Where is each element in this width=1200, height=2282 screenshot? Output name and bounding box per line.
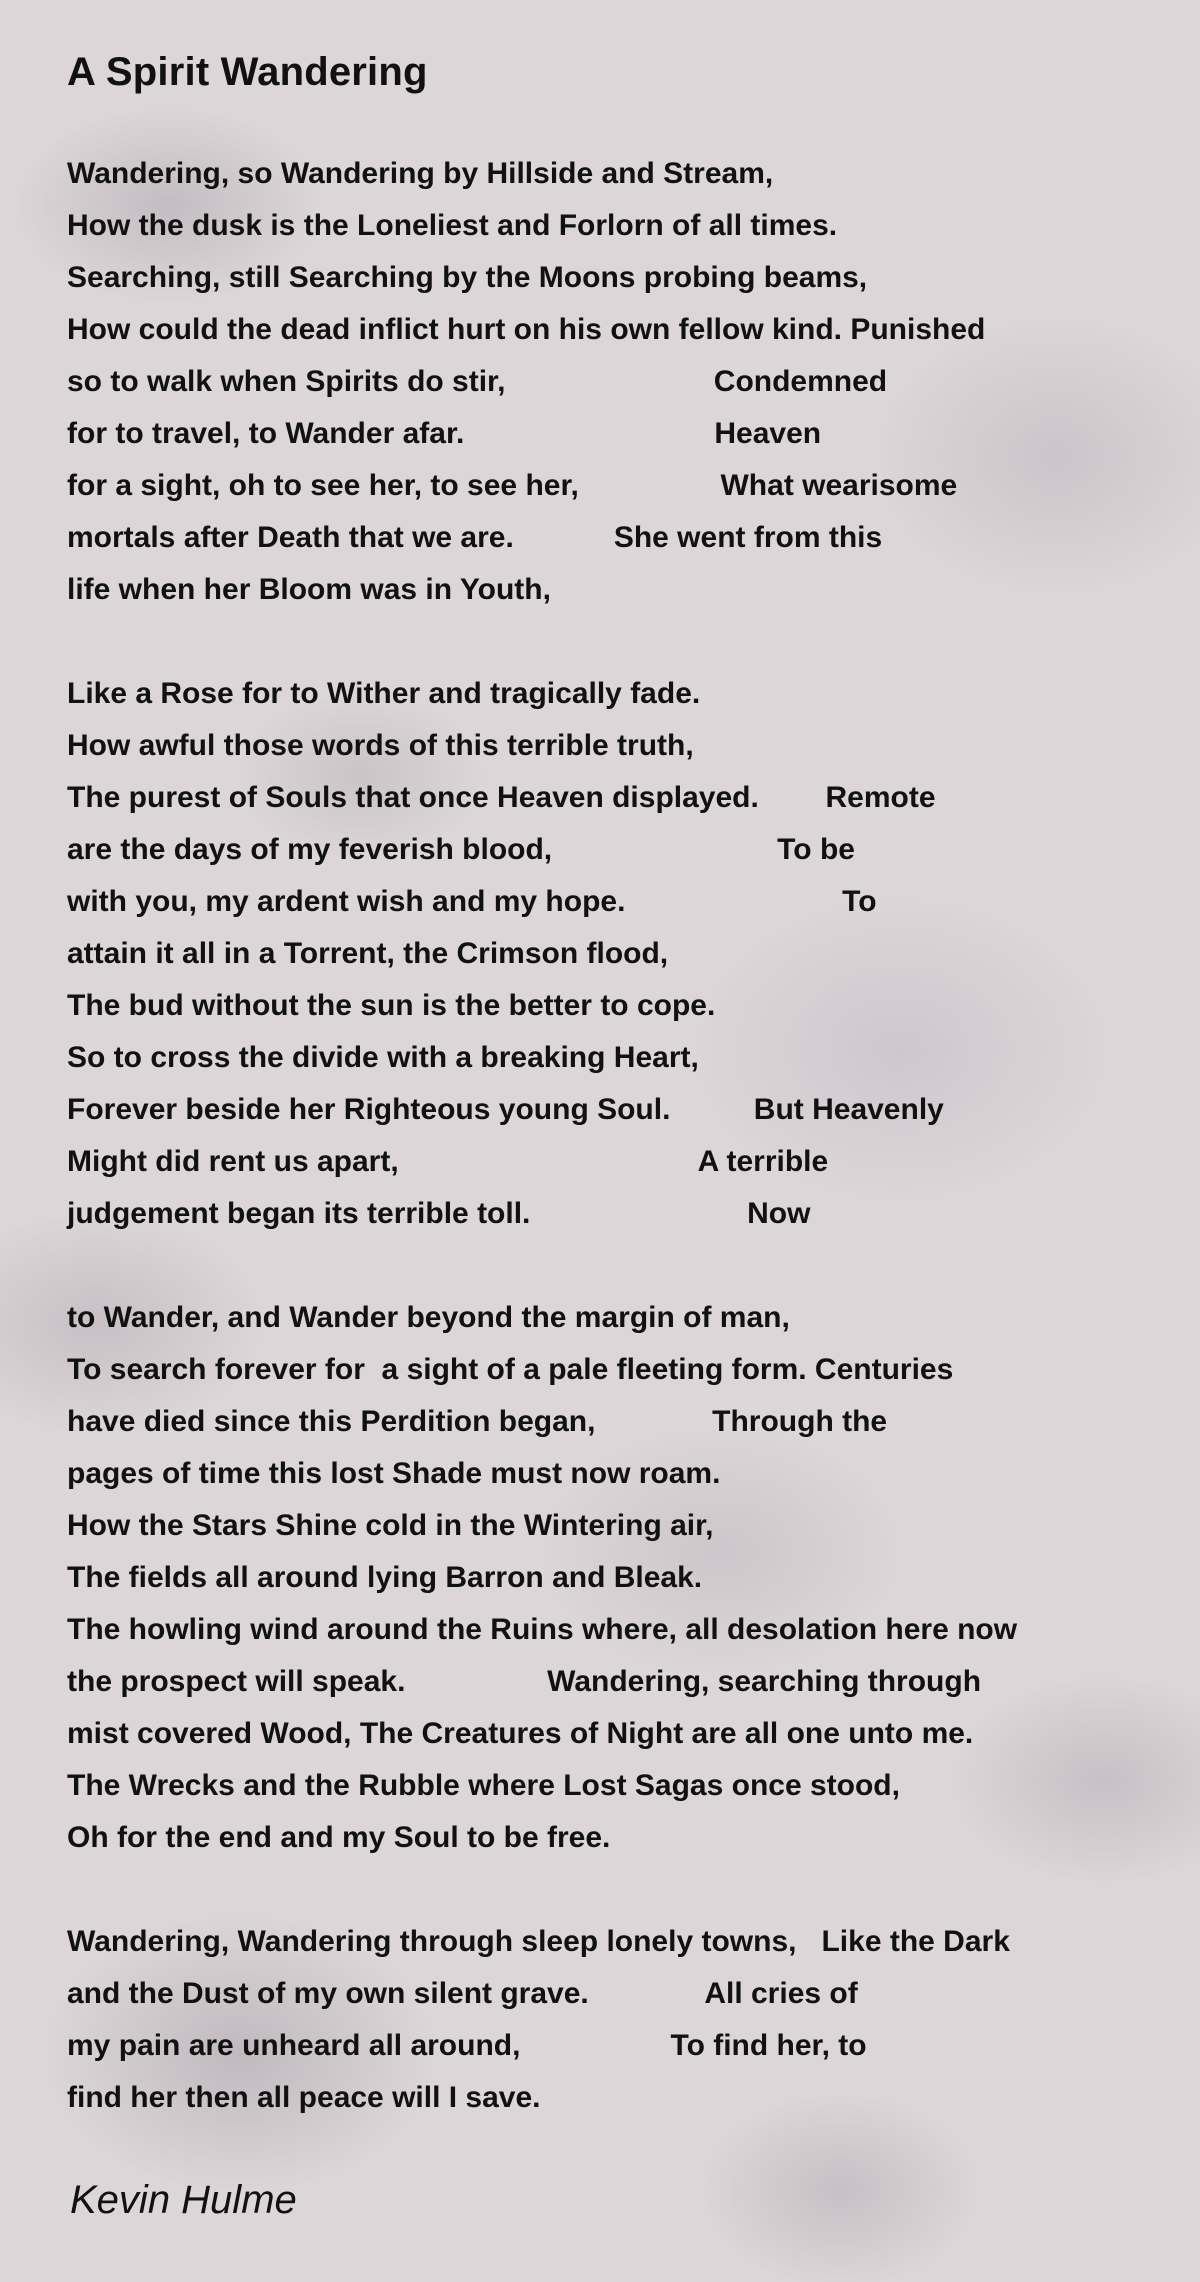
poem-line: mist covered Wood, The Creatures of Night are all one unto me.	[67, 1717, 974, 1750]
poem-line: pages of time this lost Shade must now roam.	[67, 1457, 721, 1490]
poem-line: Oh for the end and my Soul to be free.	[67, 1821, 611, 1854]
poem-author: Kevin Hulme	[70, 2178, 297, 2222]
poem-line: find her then all peace will I save.	[67, 2081, 541, 2114]
poem-line: are the days of my feverish blood, To be	[67, 833, 855, 866]
poem-line: for to travel, to Wander afar. Heaven	[67, 417, 822, 450]
poem-line: my pain are unheard all around, To find her, to	[67, 2029, 867, 2062]
poem-line: judgement began its terrible toll. Now	[67, 1197, 811, 1230]
poem-line: So to cross the divide with a breaking Heart,	[67, 1041, 699, 1074]
poem-line: so to walk when Spirits do stir, Condemned	[67, 365, 888, 398]
poem-line: life when her Bloom was in Youth,	[67, 573, 551, 606]
poem-line: Forever beside her Righteous young Soul. But Heavenly	[67, 1093, 944, 1126]
stanza-2	[67, 668, 1167, 1240]
poem-line: Wandering, so Wandering by Hillside and Stream,	[67, 157, 774, 190]
stanza-3	[67, 1292, 1167, 1864]
poem-line: The howling wind around the Ruins where, all desolation here now	[67, 1613, 1018, 1646]
stanza-4	[67, 1916, 1167, 2124]
poem-line: The fields all around lying Barron and Bleak.	[67, 1561, 703, 1594]
poem-line: The purest of Souls that once Heaven displayed. Remote	[67, 781, 936, 814]
poem-line: to Wander, and Wander beyond the margin of man,	[67, 1301, 790, 1334]
poem-line: and the Dust of my own silent grave. All cries of	[67, 1977, 858, 2010]
poem-line: To search forever for a sight of a pale fleeting form. Centuries	[67, 1353, 954, 1386]
poem-line: Wandering, Wandering through sleep lonely towns, Like the Dark	[67, 1925, 1010, 1958]
poem-line: mortals after Death that we are. She went from this	[67, 521, 883, 554]
poem-line: for a sight, oh to see her, to see her, What wearisome	[67, 469, 958, 502]
poem-line: have died since this Perdition began, Through the	[67, 1405, 888, 1438]
poem-body	[67, 148, 1167, 2176]
poem-line: The bud without the sun is the better to cope.	[67, 989, 716, 1022]
poem-title: A Spirit Wandering	[67, 50, 428, 94]
poem-line: How awful those words of this terrible truth,	[67, 729, 694, 762]
poem-line: the prospect will speak. Wandering, searching through	[67, 1665, 982, 1698]
stanza-1	[67, 148, 1167, 616]
poem-line: attain it all in a Torrent, the Crimson flood,	[67, 937, 669, 970]
poem-line: Searching, still Searching by the Moons probing beams,	[67, 261, 868, 294]
poem-line: Like a Rose for to Wither and tragically fade.	[67, 677, 701, 710]
poem-line: How the dusk is the Loneliest and Forlorn of all times.	[67, 209, 838, 242]
poem-line: The Wrecks and the Rubble where Lost Sagas once stood,	[67, 1769, 900, 1802]
poem-line: How could the dead inflict hurt on his own fellow kind. Punished	[67, 313, 986, 346]
poem-line: How the Stars Shine cold in the Wintering air,	[67, 1509, 714, 1542]
poem-line: with you, my ardent wish and my hope. To	[67, 885, 877, 918]
poem-line: Might did rent us apart, A terrible	[67, 1145, 829, 1178]
